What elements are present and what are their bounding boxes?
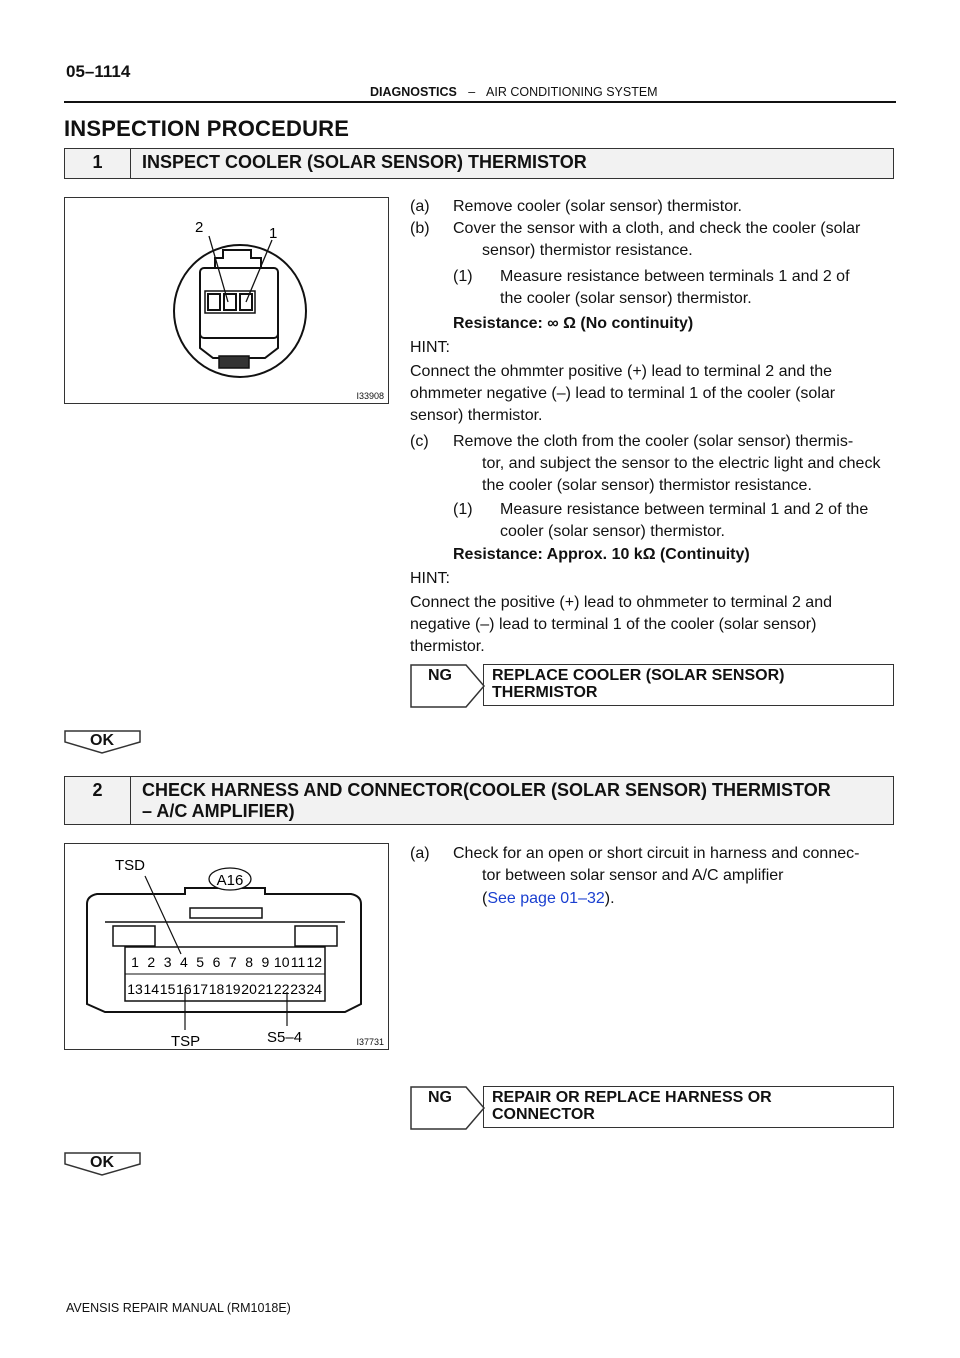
- instr-2a-paren-close: ).: [604, 890, 615, 907]
- connector-pin-20: 20: [241, 981, 257, 997]
- figure-connector-a16: [64, 843, 389, 1050]
- instr-2a-line1: Check for an open or short circuit in harness and connec-: [453, 845, 860, 862]
- connector-pin-11: 11: [290, 954, 306, 970]
- instr-c1-marker: (1): [453, 501, 473, 518]
- step-2-header: [64, 776, 894, 825]
- header-separator: –: [468, 85, 476, 99]
- connector-pin-8: 8: [245, 954, 253, 970]
- connector-pin-22: 22: [273, 981, 290, 997]
- resistance-spec-2: Resistance: Approx. 10 kΩ (Continuity): [453, 546, 750, 563]
- figure-solar-sensor: [64, 197, 389, 404]
- connector-pin-7: 7: [228, 954, 237, 970]
- connector-pin-5: 5: [196, 954, 205, 970]
- hint-1-line1: Connect the ohmmter positive (+) lead to terminal 2 and the: [410, 363, 832, 380]
- instr-c1-line1: Measure resistance between terminal 1 and 2 of the: [500, 501, 869, 518]
- connector-pin-13: 13: [127, 981, 143, 997]
- page-title: INSPECTION PROCEDURE: [64, 116, 350, 141]
- ok-result-2: [64, 1152, 140, 1174]
- connector-pin-6: 6: [212, 954, 221, 970]
- step-1-number: 1: [65, 149, 131, 178]
- instr-c-line3: the cooler (solar sensor) thermistor resistance.: [482, 477, 812, 494]
- figure-label-terminal-1: 1: [269, 225, 278, 242]
- ng-action-1-line1: REPLACE COOLER (SOLAR SENSOR): [492, 667, 785, 684]
- running-header: [370, 85, 658, 99]
- ng-label-2: NG: [428, 1089, 452, 1106]
- connector-pin-3: 3: [163, 954, 172, 970]
- connector-pin-10: 10: [273, 954, 290, 970]
- header-rule: [64, 101, 896, 103]
- connector-pin-24: 24: [306, 981, 323, 997]
- connector-pin-16: 16: [176, 981, 192, 997]
- connector-pin-14: 14: [143, 981, 160, 997]
- instr-b1-line2: the cooler (solar sensor) thermistor.: [500, 290, 752, 307]
- instr-b-line1: Cover the sensor with a cloth, and check the cooler (solar: [453, 220, 861, 237]
- figure-code-2: I37731: [356, 1037, 384, 1047]
- connector-drawing: [65, 844, 387, 1048]
- ok-result-1: [64, 730, 140, 752]
- instr-2a-line3: [482, 888, 615, 909]
- connector-pin-19: 19: [225, 981, 241, 997]
- hint-2-line3: thermistor.: [410, 638, 485, 655]
- connector-pin-21: 21: [257, 981, 274, 997]
- instr-c-marker: (c): [410, 433, 429, 450]
- connector-row-2: [127, 981, 322, 997]
- hint-1-label: HINT:: [410, 339, 450, 356]
- hint-2-line1: Connect the positive (+) lead to ohmmeter to terminal 2 and: [410, 594, 832, 611]
- figure-code: I33908: [356, 391, 384, 401]
- figure-label-terminal-2: 2: [195, 219, 204, 236]
- label-tsd: TSD: [115, 857, 145, 874]
- instr-b-marker: (b): [410, 220, 430, 237]
- label-tsp: TSP: [171, 1033, 201, 1048]
- ng-action-1-line2: THERMISTOR: [492, 684, 598, 701]
- page-number: 05–1114: [66, 62, 131, 81]
- hint-1-line3: sensor) thermistor.: [410, 407, 543, 424]
- step-1-header: [64, 148, 894, 179]
- connector-pin-17: 17: [192, 981, 208, 997]
- header-subsection: AIR CONDITIONING SYSTEM: [486, 85, 658, 99]
- instr-2a-paren-open: (: [482, 890, 488, 907]
- instr-b1-line1: Measure resistance between terminals 1 and 2 of: [500, 268, 850, 285]
- hint-1-line2: ohmmeter negative (–) lead to terminal 1 of the cooler (solar: [410, 385, 836, 402]
- ng-action-2: [483, 1086, 894, 1128]
- connector-pin-23: 23: [290, 981, 306, 997]
- step-2-title-line1: CHECK HARNESS AND CONNECTOR(COOLER (SOLAR SENSOR) THERMISTOR: [142, 780, 831, 800]
- resistance-spec-1: Resistance: ∞ Ω (No continuity): [453, 315, 694, 332]
- ng-label-1: NG: [428, 667, 452, 684]
- instr-b1-marker: (1): [453, 268, 473, 285]
- instr-2a-marker: (a): [410, 845, 430, 862]
- connector-pin-9: 9: [261, 954, 270, 970]
- instr-c-line1: Remove the cloth from the cooler (solar sensor) thermis-: [453, 433, 854, 450]
- ok-label-1: OK: [90, 732, 114, 749]
- step-2-number: 2: [65, 777, 131, 824]
- instr-c-line2: tor, and subject the sensor to the electric light and check: [482, 455, 881, 472]
- connector-pin-12: 12: [306, 954, 323, 970]
- instr-a-marker: (a): [410, 198, 430, 215]
- connector-pin-4: 4: [180, 954, 188, 970]
- instr-b-line2: sensor) thermistor resistance.: [482, 242, 693, 259]
- hint-2-line2: negative (–) lead to terminal 1 of the cooler (solar sensor): [410, 616, 817, 633]
- step-2-title: [131, 777, 893, 824]
- label-s5-4: S5–4: [267, 1029, 303, 1046]
- solar-sensor-drawing: [65, 198, 387, 402]
- ng-action-1: [483, 664, 894, 706]
- ng-action-2-line2: CONNECTOR: [492, 1106, 595, 1123]
- step-2-title-line2: – A/C AMPLIFIER): [142, 801, 295, 821]
- step-1-title: INSPECT COOLER (SOLAR SENSOR) THERMISTOR: [142, 152, 587, 172]
- connector-pin-18: 18: [208, 981, 225, 997]
- header-section: DIAGNOSTICS: [370, 85, 457, 99]
- ok-label-2: OK: [90, 1154, 114, 1171]
- ng-result-2: [410, 1086, 896, 1130]
- footer: AVENSIS REPAIR MANUAL (RM1018E): [66, 1301, 291, 1315]
- ng-action-2-line1: REPAIR OR REPLACE HARNESS OR: [492, 1089, 772, 1106]
- connector-pin-2: 2: [147, 954, 156, 970]
- see-page-link[interactable]: See page 01–32: [487, 890, 605, 907]
- connector-pin-1: 1: [131, 954, 139, 970]
- ng-result-1: [410, 664, 896, 708]
- hint-2-label: HINT:: [410, 570, 450, 587]
- instr-a-text: Remove cooler (solar sensor) thermistor.: [453, 198, 742, 215]
- instr-c1-line2: cooler (solar sensor) thermistor.: [500, 523, 725, 540]
- connector-pin-15: 15: [159, 981, 176, 997]
- instr-2a-line2: tor between solar sensor and A/C amplifier: [482, 867, 784, 884]
- connector-id: A16: [216, 872, 244, 889]
